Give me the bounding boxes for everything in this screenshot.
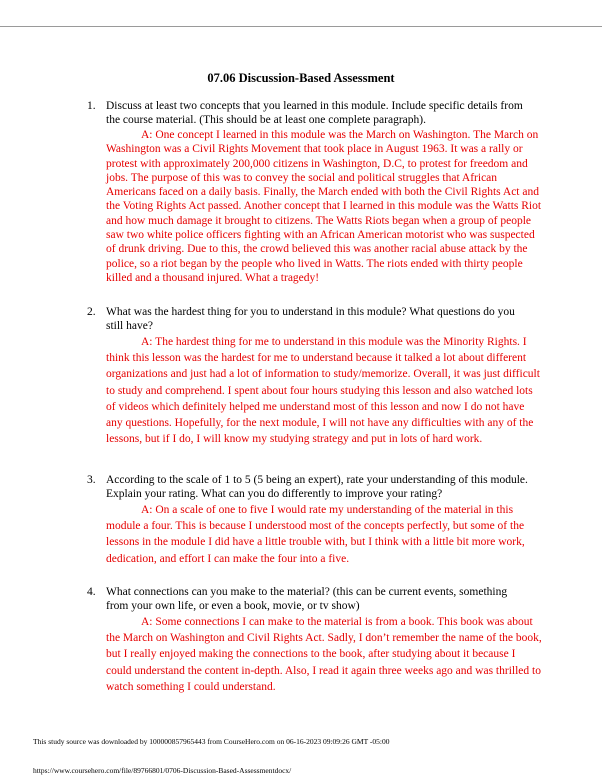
question-text: According to the scale of 1 to 5 (5 being an expert), rate your understanding of this module. Explain your rating. What can you do differently to improve your rating? [106, 474, 528, 500]
question-number: 2. [87, 306, 96, 318]
answer-text: A: Some connections I can make to the material is from a book. This book was about the March on Washington and Civil Rights Act. Sadly, I don’t remember the name of the book, but I really enjoyed making the connections to the book, after studying about it because I could understand the content in-depth. Also, I read it again three weeks ago and was thrilled to watch something I could understand. [106, 616, 542, 693]
question-number: 4. [87, 586, 96, 598]
question-text: What was the hardest thing for you to understand in this module? What questions do you still have? [106, 306, 515, 332]
answer-text: A: The hardest thing for me to understand in this module was the Minority Rights. I think this lesson was the hardest for me to understand because it talked a lot about different organizations and just had a lot of information to study/memorize. Overall, it was just difficult to study and comprehend. I spent about four hours studying this lesson and also watched lots of videos which definitely helped me understand most of this lesson and now I do not have any questions. Hopefully, for the next module, I will not have any difficulties with any of the lessons, but if I do, I will know my studying strategy and put in lots of hard work. [106, 336, 540, 446]
page-title: 07.06 Discussion-Based Assessment [207, 71, 395, 85]
answer-text: A: On a scale of one to five I would rate my understanding of the material in this module a four. This is because I understood most of the concepts perfectly, but some of the lessons in the module I did have a little trouble with, but I think with a little bit more work, dedication, and effort I can make the four into a five. [106, 504, 525, 565]
answer-text: A: One concept I learned in this module was the March on Washington. The March on Washington was a Civil Rights Movement that took place in August 1963. It was a rally or protest with approximately 200,000 citizens in Washington, D.C, to protest for freedom and jobs. The purpose of this was to convey the social and political struggles that African Americans faced on a daily basis. Finally, the March ended with both the Civil Rights Act and the Voting Rights Act passed. Another concept that I learned in this module was the Watts Riot and how much damage it brought to citizens. The Watts Riots began when a group of people saw two white police officers fighting with an African American motorist who was suspected of drunk driving. Due to this, the crowd believed this was another racial abuse attack by the police, so a riot began by the people who lived in Watts. The riots ended with thirty people killed and a thousand injured. What a tragedy! [106, 129, 542, 284]
footer-url: https://www.coursehero.com/file/89766801/0706-Discussion-Based-Assessmentdocx/ [33, 766, 292, 775]
question-number: 1. [87, 100, 96, 112]
question-text: What connections can you make to the material? (this can be current events, something from your own life, or even a book, movie, or tv show) [106, 586, 508, 612]
footer-source-note: This study source was downloaded by 100000857965443 from CourseHero.com on 06-16-2023 09:09:26 GMT -05:00 [33, 737, 390, 746]
question-text: Discuss at least two concepts that you learned in this module. Include specific details from the course material. (This should be at least one complete paragraph). [106, 100, 523, 126]
question-number: 3. [87, 474, 96, 486]
